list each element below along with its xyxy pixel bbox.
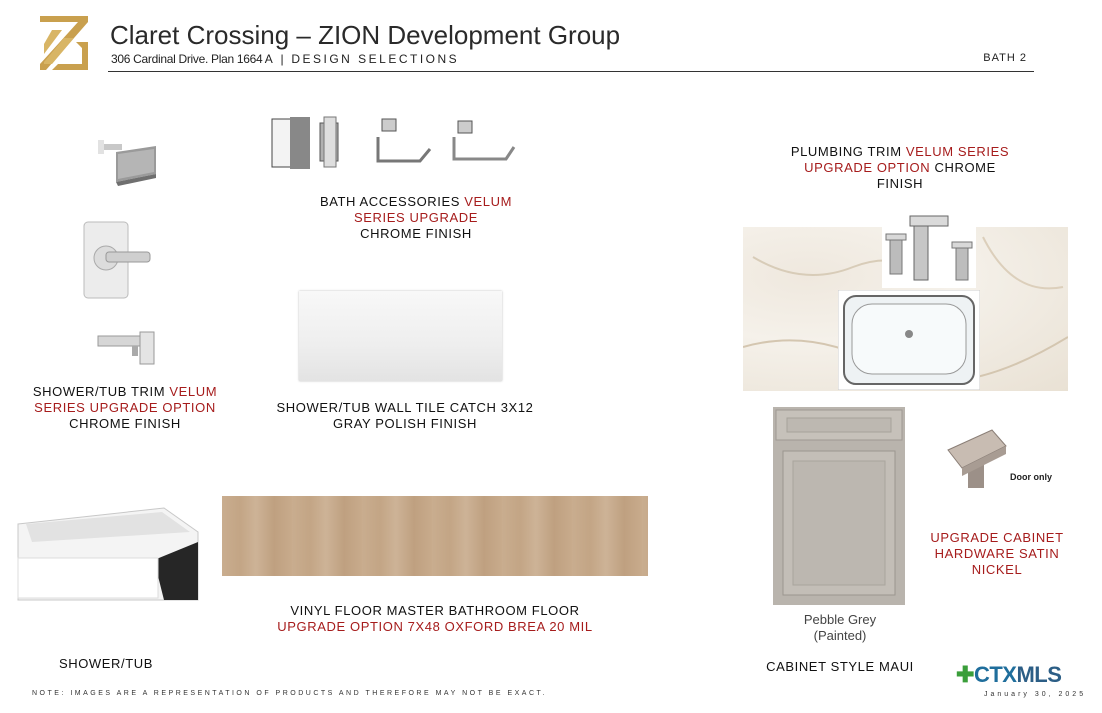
section-label: DESIGN SELECTIONS	[291, 52, 460, 66]
bathtub-image	[14, 502, 200, 604]
cabinet-door-image	[773, 407, 905, 605]
caption-shower-tub: SHOWER/TUB	[58, 656, 154, 671]
room-label: BATH 2	[983, 52, 1027, 64]
separator: |	[280, 52, 284, 66]
caption-vinyl-floor: VINYL FLOOR MASTER BATHROOM FLOOR UPGRADE OPTION 7X48 OXFORD BREA 20 MIL	[277, 603, 593, 634]
tub-spout-image	[96, 330, 156, 366]
page-title: Claret Crossing – ZION Development Group	[110, 20, 621, 50]
header-divider	[108, 71, 1034, 72]
caption-wall-tile: SHOWER/TUB WALL TILE CATCH 3X12 GRAY POLISH FINISH	[276, 400, 534, 431]
caption-shower-trim: SHOWER/TUB TRIM VELUM SERIES UPGRADE OPTION CHROME FINISH	[32, 384, 218, 431]
valve-trim-image	[82, 220, 152, 300]
wall-tile-image	[299, 291, 502, 381]
caption-cabinet-style: CABINET STYLE MAUI	[766, 659, 914, 674]
cabinet-color-label: Pebble Grey (Painted)	[803, 612, 877, 643]
zion-logo	[38, 14, 90, 72]
vinyl-floor-image	[222, 496, 648, 576]
faucet-image	[882, 212, 976, 288]
page-subtitle	[111, 52, 459, 66]
caption-cabinet-hardware: UPGRADE CABINET HARDWARE SATIN NICKEL	[930, 530, 1064, 577]
ctxmls-logo: ✚CTXMLS	[956, 662, 1062, 687]
bath-accessories-image	[270, 115, 520, 173]
caption-bath-accessories: BATH ACCESSORIES VELUM SERIES UPGRADE CHROME FINISH	[319, 194, 513, 241]
door-only-label: Door only	[1010, 472, 1052, 482]
footer-date: January 30, 2025	[984, 691, 1087, 698]
address: 306 Cardinal Drive. Plan 1664 A	[111, 52, 273, 66]
shower-head-image	[96, 130, 160, 194]
disclaimer-note: NOTE: IMAGES ARE A REPRESENTATION OF PRODUCTS AND THEREFORE MAY NOT BE EXACT.	[32, 690, 547, 697]
cabinet-knob-image	[944, 428, 1010, 492]
sink-image	[838, 290, 980, 390]
caption-plumbing-trim: PLUMBING TRIM VELUM SERIES UPGRADE OPTION CHROME FINISH	[790, 144, 1010, 191]
